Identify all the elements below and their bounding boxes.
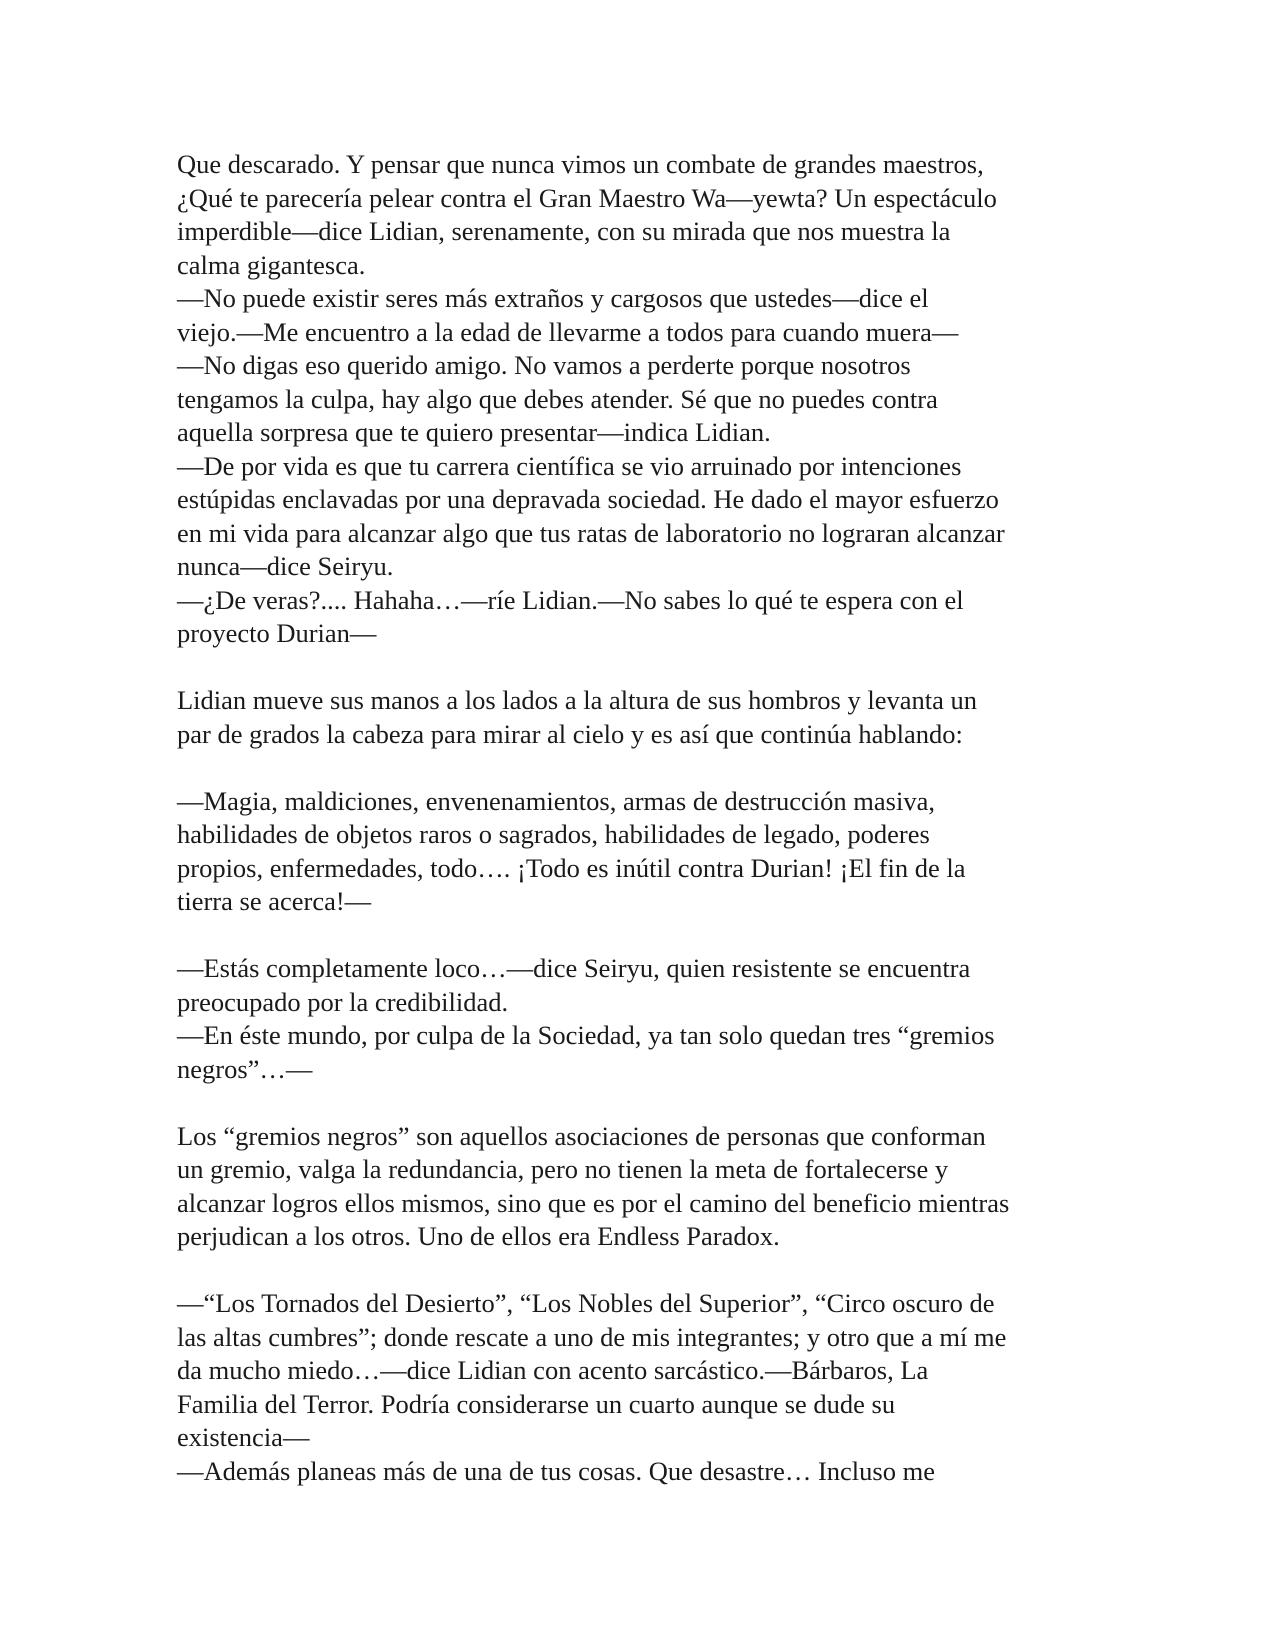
paragraph [177, 1120, 1107, 1254]
text-line: —Estás completamente loco…—dice Seiryu, quien resistente se encuentra [177, 953, 971, 983]
text-line: en mi vida para alcanzar algo que tus ratas de laboratorio no lograran alcanzar [177, 517, 1005, 548]
text-line: —No digas eso querido amigo. No vamos a perderte porque nosotros [177, 350, 911, 380]
paragraph [177, 684, 1107, 751]
text-line: —En éste mundo, por culpa de la Sociedad, ya tan solo quedan tres “gremios [177, 1020, 995, 1050]
text-line: —De por vida es que tu carrera científica se vio arruinado por intenciones [177, 450, 962, 481]
text-line: ¿Qué te parecería pelear contra el Gran Maestro Wa—yewta? Un espectáculo [177, 182, 997, 213]
text-line: —¿De veras?.... Hahaha…—ríe Lidian.—No sabes lo qué te espera con el [177, 584, 964, 615]
text-line: —No puede existir seres más extraños y cargosos que ustedes—dice el [177, 283, 929, 313]
text-line: proyecto Durian— [177, 618, 377, 648]
text-line: Lidian mueve sus manos a los lados a la altura de sus hombros y levanta un [177, 685, 977, 715]
text-line: las altas cumbres”; donde rescate a uno de mis integrantes; y otro que a mí me [177, 1321, 1007, 1352]
text-line: preocupado por la credibilidad. [177, 986, 509, 1017]
paragraph-gap [177, 751, 1107, 785]
paragraph [177, 148, 1107, 651]
paragraph-gap [177, 919, 1107, 953]
text-line: —Magia, maldiciones, envenenamientos, armas de destrucción masiva, [177, 785, 935, 816]
text-line: negros”…— [177, 1053, 313, 1084]
text-line: Que descarado. Y pensar que nunca vimos un combate de grandes maestros, [177, 149, 984, 179]
paragraph [177, 952, 1107, 1086]
text-line: par de grados la cabeza para mirar al cielo y es así que continúa hablando: [177, 718, 963, 749]
text-line: propios, enfermedades, todo…. ¡Todo es inútil contra Durian! ¡El fin de la [177, 852, 966, 883]
text-line: estúpidas enclavadas por una depravada sociedad. He dado el mayor esfuerzo [177, 484, 999, 514]
text-line: perjudican a los otros. Uno de ellos era Endless Paradox. [177, 1221, 780, 1251]
text-line: da mucho miedo…—dice Lidian con acento sarcástico.—Bárbaros, La [177, 1355, 929, 1385]
text-line: nunca—dice Seiryu. [177, 551, 394, 581]
text-line: existencia— [177, 1422, 310, 1452]
paragraph [177, 1287, 1107, 1488]
text-line: imperdible—dice Lidian, serenamente, con su mirada que nos muestra la [177, 216, 951, 246]
text-line: —Además planeas más de una de tus cosas. Que desastre… Incluso me [177, 1455, 935, 1486]
paragraph-gap [177, 1086, 1107, 1120]
text-line: Los “gremios negros” son aquellos asociaciones de personas que conforman [177, 1120, 986, 1151]
text-line: calma gigantesca. [177, 249, 366, 280]
paragraph [177, 785, 1107, 919]
paragraph-gap [177, 651, 1107, 685]
text-line: Familia del Terror. Podría considerarse un cuarto aunque se dude su [177, 1388, 896, 1419]
paragraph-gap [177, 1254, 1107, 1288]
text-line: habilidades de objetos raros o sagrados, habilidades de legado, poderes [177, 819, 930, 849]
text-line: un gremio, valga la redundancia, pero no tienen la meta de fortalecerse y [177, 1154, 949, 1184]
text-line: tengamos la culpa, hay algo que debes atender. Sé que no puedes contra [177, 383, 938, 414]
body-text [177, 148, 1107, 1488]
text-line: tierra se acerca!— [177, 886, 372, 916]
text-line: aquella sorpresa que te quiero presentar—indica Lidian. [177, 417, 771, 447]
text-line: viejo.—Me encuentro a la edad de llevarme a todos para cuando muera— [177, 316, 959, 347]
text-line: alcanzar logros ellos mismos, sino que es por el camino del beneficio mientras [177, 1187, 1010, 1218]
text-line: —“Los Tornados del Desierto”, “Los Nobles del Superior”, “Circo oscuro de [177, 1288, 995, 1318]
